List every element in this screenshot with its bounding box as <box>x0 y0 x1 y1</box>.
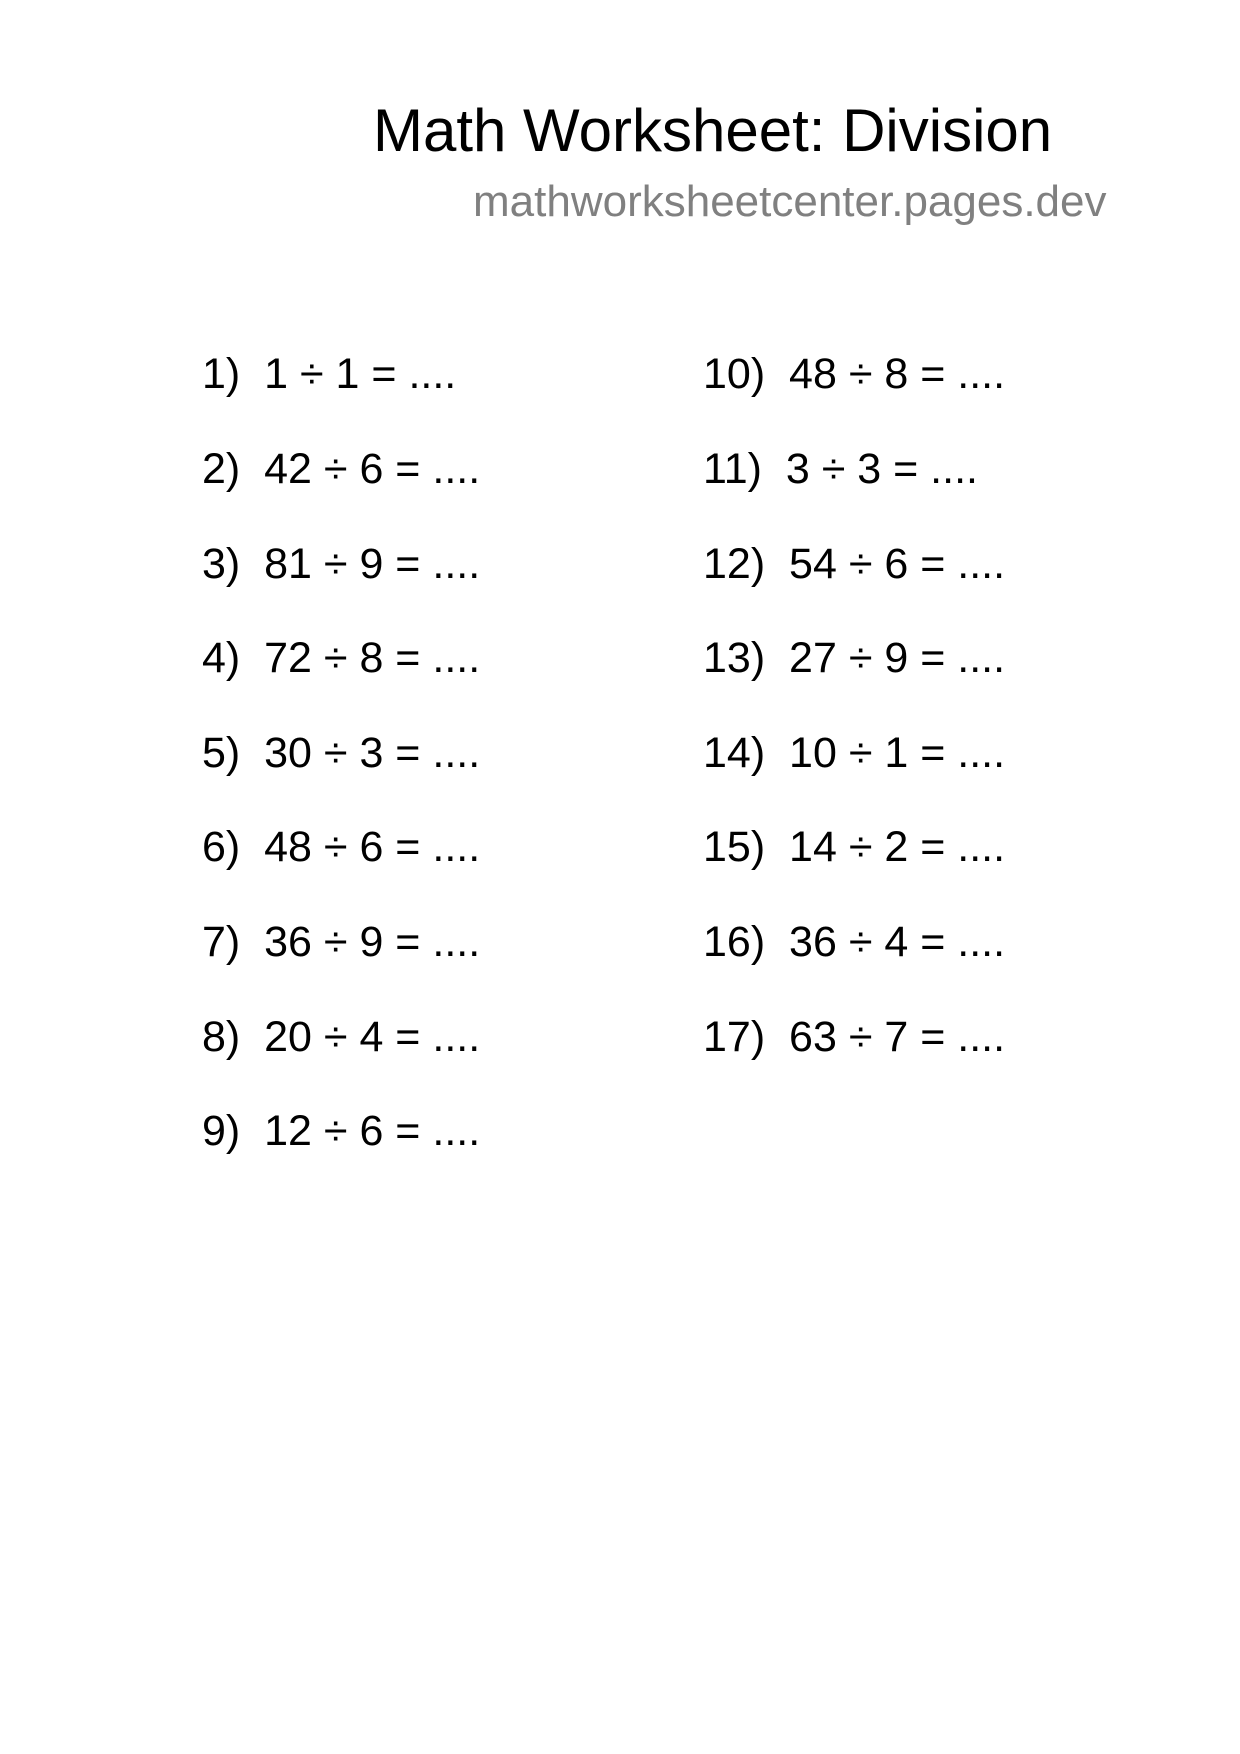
problem-item: 10) 48 ÷ 8 = .... <box>703 350 1006 398</box>
problem-item: 15) 14 ÷ 2 = .... <box>703 823 1006 871</box>
worksheet-title: Math Worksheet: Division <box>373 97 1053 164</box>
problem-item: 9) 12 ÷ 6 = .... <box>202 1107 481 1155</box>
problem-item: 1) 1 ÷ 1 = .... <box>202 350 457 398</box>
problem-item: 3) 81 ÷ 9 = .... <box>202 540 481 588</box>
problem-item: 12) 54 ÷ 6 = .... <box>703 540 1006 588</box>
worksheet-source-url: mathworksheetcenter.pages.dev <box>473 177 1107 226</box>
problem-item: 7) 36 ÷ 9 = .... <box>202 918 481 966</box>
problem-item: 6) 48 ÷ 6 = .... <box>202 823 481 871</box>
problem-item: 17) 63 ÷ 7 = .... <box>703 1013 1006 1061</box>
problem-item: 2) 42 ÷ 6 = .... <box>202 445 481 493</box>
problem-item: 14) 10 ÷ 1 = .... <box>703 729 1006 777</box>
problem-item: 16) 36 ÷ 4 = .... <box>703 918 1006 966</box>
problem-item: 5) 30 ÷ 3 = .... <box>202 729 481 777</box>
problem-item: 13) 27 ÷ 9 = .... <box>703 634 1006 682</box>
problem-item: 8) 20 ÷ 4 = .... <box>202 1013 481 1061</box>
problem-item: 4) 72 ÷ 8 = .... <box>202 634 481 682</box>
problem-item: 11) 3 ÷ 3 = .... <box>703 445 978 493</box>
